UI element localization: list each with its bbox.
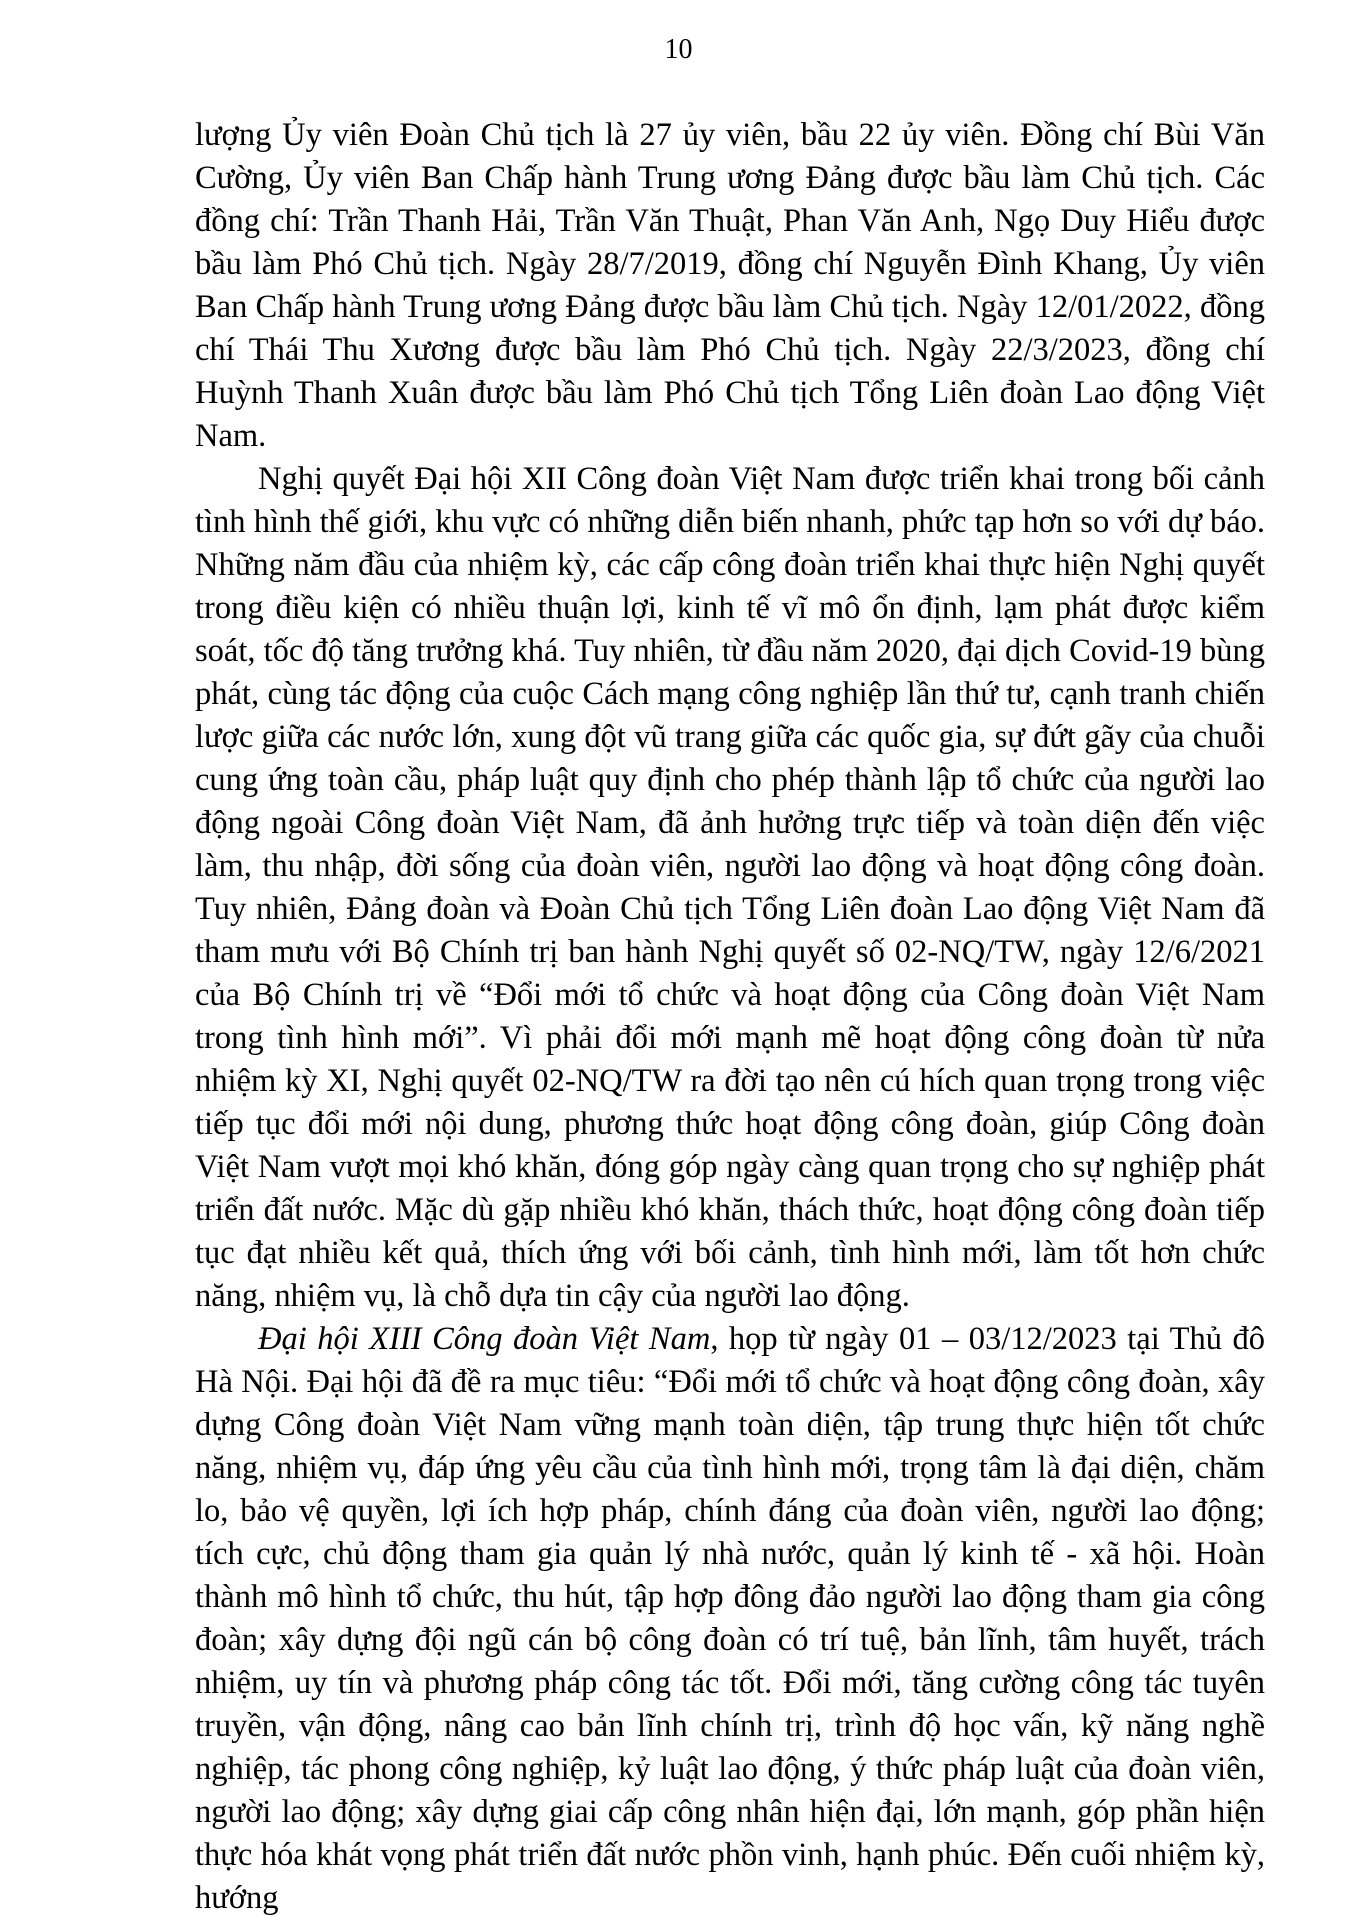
congress-xiii-text: , họp từ ngày 01 – 03/12/2023 tại Thủ đô Hà Nội. Đại hội đã đề ra mục tiêu: “Đổi mới tổ chức và hoạt động công đoàn, xây dựng Công đoàn Việt Nam vững mạnh toàn diện, tập trung thực hiện tốt chức năng, nhiệm vụ, đáp ứng yêu cầu của tình hình mới, trọng tâm là đại diện, chăm lo, bảo vệ quyền, lợi ích hợp pháp, chính đáng của đoàn viên, người lao động; tích cực, chủ động tham gia quản lý nhà nước, quản lý kinh tế - xã hội. Hoàn thành mô hình tổ chức, thu hút, tập hợp đông đảo người lao động tham gia công đoàn; xây dựng đội ngũ cán bộ công đoàn có trí tuệ, bản lĩnh, tâm huyết, trách nhiệm, uy tín và phương pháp công tác tốt. Đổi mới, tăng cường công tác tuyên truyền, vận động, nâng cao bản lĩnh chính trị, trình độ học vấn, kỹ năng nghề nghiệp, tác phong công nghiệp, kỷ luật lao động, ý thức pháp luật của đoàn viên, người lao động; xây dựng giai cấp công nhân hiện đại, lớn mạnh, góp phần hiện thực hóa khát vọng phát triển đất nước phồn vinh, hạnh phúc. Đến cuối nhiệm kỳ, hướng [195, 1321, 1265, 1916]
body-text [195, 114, 1265, 1920]
paragraph-continuation: lượng Ủy viên Đoàn Chủ tịch là 27 ủy viên, bầu 22 ủy viên. Đồng chí Bùi Văn Cường, Ủy viên Ban Chấp hành Trung ương Đảng được bầu làm Chủ tịch. Các đồng chí: Trần Thanh Hải, Trần Văn Thuật, Phan Văn Anh, Ngọ Duy Hiểu được bầu làm Phó Chủ tịch. Ngày 28/7/2019, đồng chí Nguyễn Đình Khang, Ủy viên Ban Chấp hành Trung ương Đảng được bầu làm Chủ tịch. Ngày 12/01/2022, đồng chí Thái Thu Xương được bầu làm Phó Chủ tịch. Ngày 22/3/2023, đồng chí Huỳnh Thanh Xuân được bầu làm Phó Chủ tịch Tổng Liên đoàn Lao động Việt Nam. [195, 117, 1265, 454]
paragraph-resolution-xii: Nghị quyết Đại hội XII Công đoàn Việt Nam được triển khai trong bối cảnh tình hình thế giới, khu vực có những diễn biến nhanh, phức tạp hơn so với dự báo. Những năm đầu của nhiệm kỳ, các cấp công đoàn triển khai thực hiện Nghị quyết trong điều kiện có nhiều thuận lợi, kinh tế vĩ mô ổn định, lạm phát được kiểm soát, tốc độ tăng trưởng khá. Tuy nhiên, từ đầu năm 2020, đại dịch Covid-19 bùng phát, cùng tác động của cuộc Cách mạng công nghiệp lần thứ tư, cạnh tranh chiến lược giữa các nước lớn, xung đột vũ trang giữa các quốc gia, sự đứt gãy của chuỗi cung ứng toàn cầu, pháp luật quy định cho phép thành lập tổ chức của người lao động ngoài Công đoàn Việt Nam, đã ảnh hưởng trực tiếp và toàn diện đến việc làm, thu nhập, đời sống của đoàn viên, người lao động và hoạt động công đoàn. Tuy nhiên, Đảng đoàn và Đoàn Chủ tịch Tổng Liên đoàn Lao động Việt Nam đã tham mưu với Bộ Chính trị ban hành Nghị quyết số 02-NQ/TW, ngày 12/6/2021 của Bộ Chính trị về “Đổi mới tổ chức và hoạt động của Công đoàn Việt Nam trong tình hình mới”. Vì phải đổi mới mạnh mẽ hoạt động công đoàn từ nửa nhiệm kỳ XI, Nghị quyết 02-NQ/TW ra đời tạo nên cú hích quan trọng trong việc tiếp tục đổi mới nội dung, phương thức hoạt động công đoàn, giúp Công đoàn Việt Nam vượt mọi khó khăn, đóng góp ngày càng quan trọng cho sự nghiệp phát triển đất nước. Mặc dù gặp nhiều khó khăn, thách thức, hoạt động công đoàn tiếp tục đạt nhiều kết quả, thích ứng với bối cảnh, tình hình mới, làm tốt hơn chức năng, nhiệm vụ, là chỗ dựa tin cậy của người lao động. [195, 461, 1265, 1314]
congress-xiii-title: Đại hội XIII Công đoàn Việt Nam [258, 1321, 711, 1357]
page-number: 10 [664, 34, 693, 65]
paragraph-congress-xiii [195, 1318, 1265, 1920]
